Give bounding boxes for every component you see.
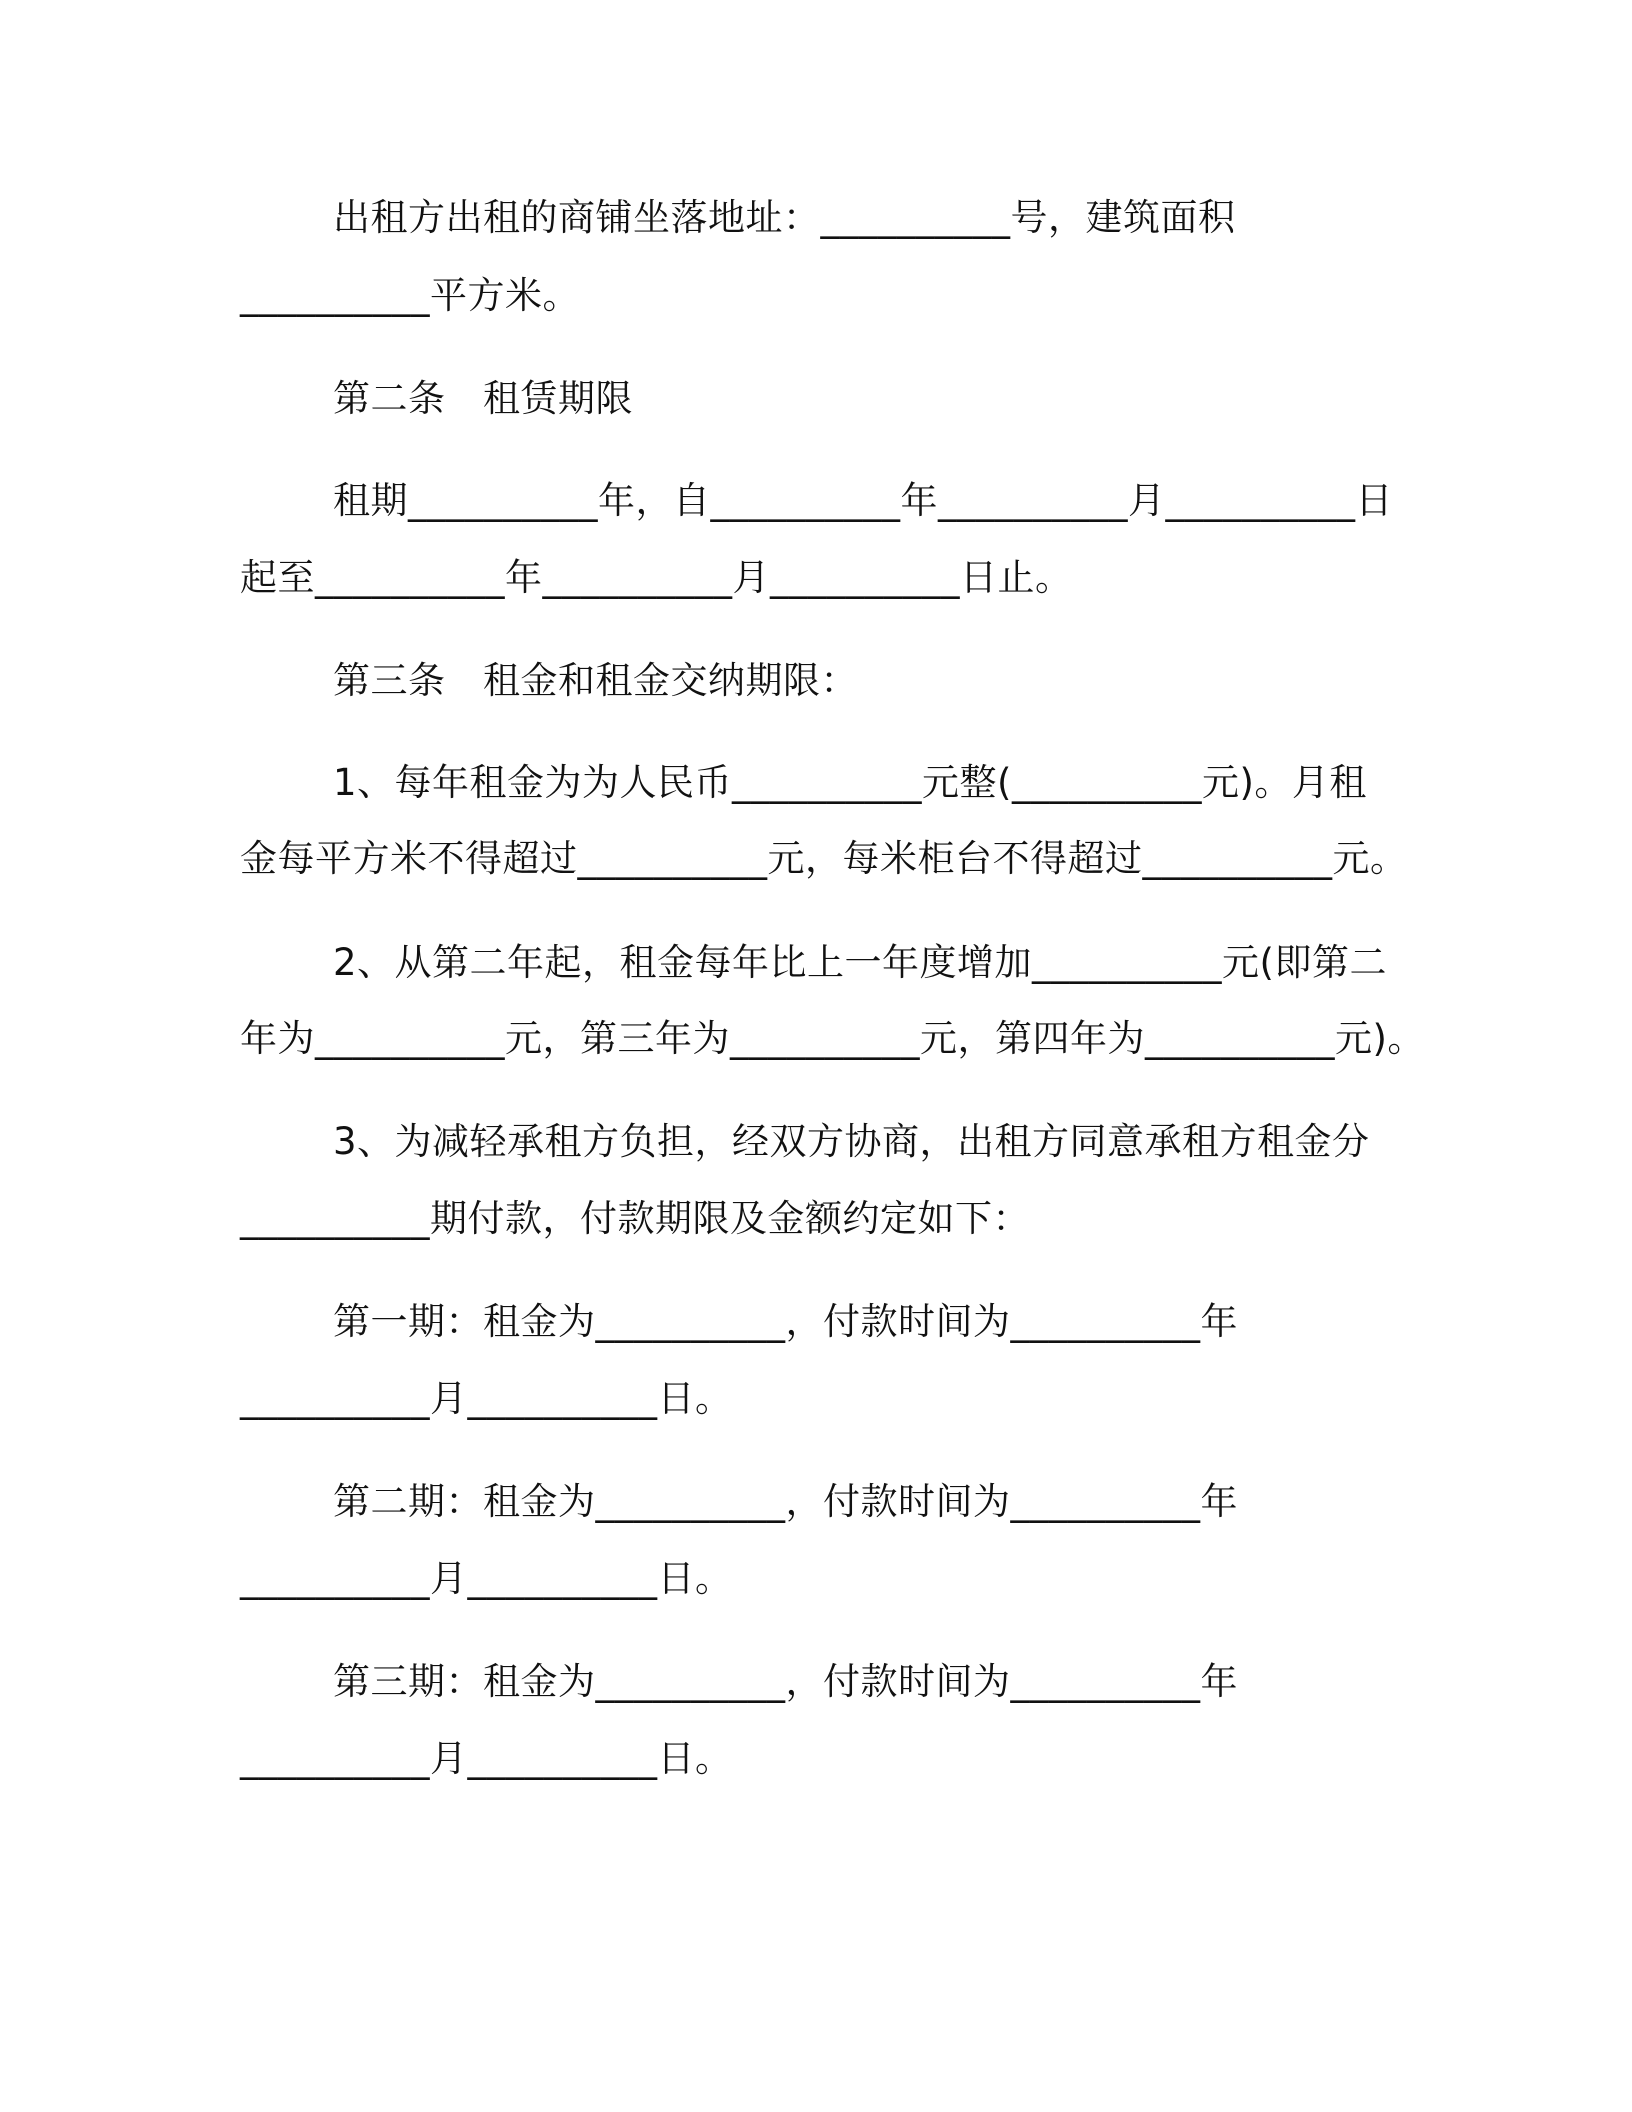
clause-3-line-2: __________期付款，付款期限及金额约定如下： bbox=[240, 1197, 1030, 1240]
installment-2-line-2: __________月__________日。 bbox=[240, 1557, 733, 1600]
article-3-heading: 第三条 租金和租金交纳期限： bbox=[333, 659, 858, 702]
clause-1-line-1: 1、每年租金为为人民币__________元整(__________元)。月租 bbox=[333, 761, 1367, 804]
article-2-heading: 第二条 租赁期限 bbox=[333, 377, 633, 420]
shop-address-line: 出租方出租的商铺坐落地址：__________号，建筑面积 bbox=[333, 196, 1236, 239]
clause-3-line-1: 3、为减轻承租方负担，经双方协商，出租方同意承租方租金分 bbox=[333, 1120, 1370, 1163]
installment-1-line-1: 第一期：租金为__________，付款时间为__________年 bbox=[333, 1300, 1238, 1343]
installment-2-line-1: 第二期：租金为__________，付款时间为__________年 bbox=[333, 1480, 1238, 1523]
clause-1-line-2: 金每平方米不得超过__________元，每米柜台不得超过__________元。 bbox=[240, 837, 1408, 880]
clause-2-line-1: 2、从第二年起，租金每年比上一年度增加__________元(即第二 bbox=[333, 941, 1387, 984]
clause-2-line-2: 年为__________元，第三年为__________元，第四年为__________元)。 bbox=[240, 1017, 1425, 1060]
lease-term-line-2: 起至__________年__________月__________日止。 bbox=[240, 556, 1073, 599]
shop-area-line: __________平方米。 bbox=[240, 274, 580, 317]
installment-1-line-2: __________月__________日。 bbox=[240, 1377, 733, 1420]
installment-3-line-2: __________月__________日。 bbox=[240, 1737, 733, 1780]
installment-3-line-1: 第三期：租金为__________，付款时间为__________年 bbox=[333, 1660, 1238, 1703]
lease-term-line-1: 租期__________年，自__________年__________月__________日 bbox=[333, 479, 1393, 522]
